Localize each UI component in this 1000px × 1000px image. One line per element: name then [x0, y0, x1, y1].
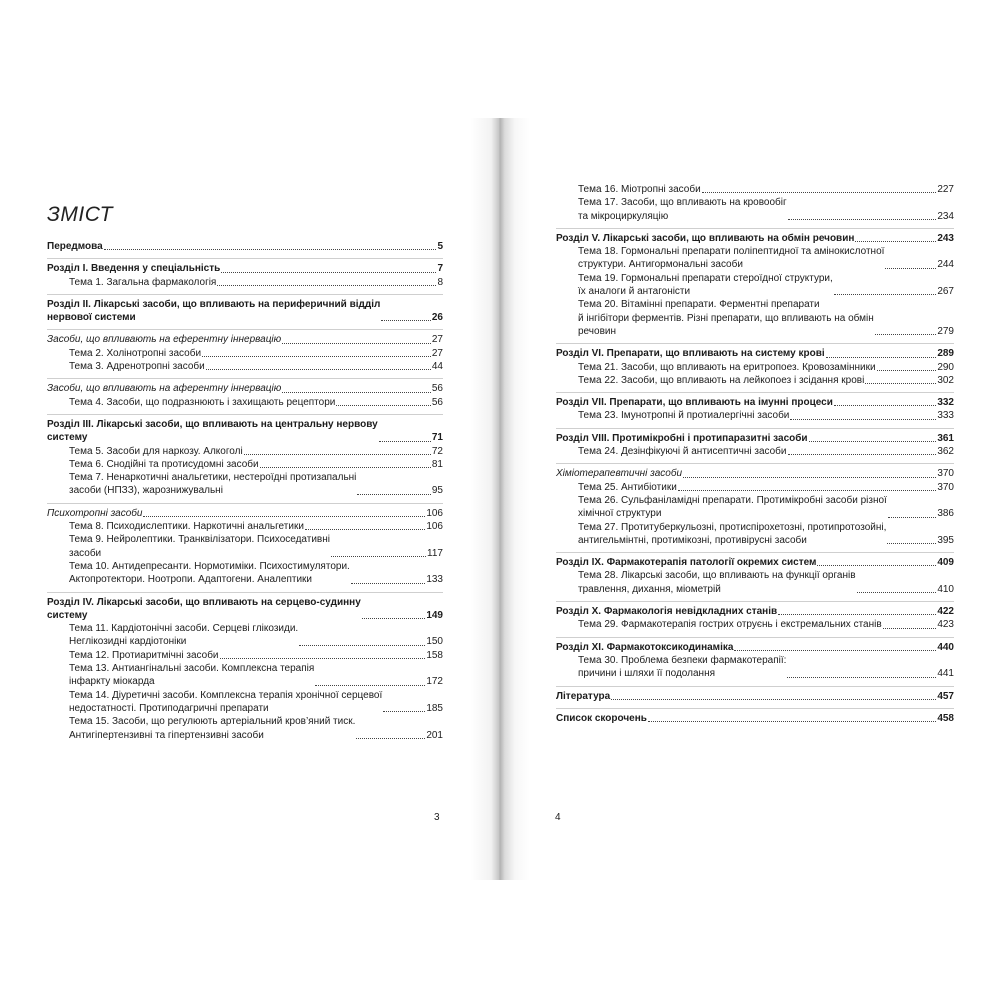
toc-entry-title: Розділ IV. Лікарські засоби, що впливають на серцево-судинну систему	[47, 596, 361, 621]
toc-entry-title: Література	[556, 690, 611, 702]
dot-leader	[299, 645, 425, 646]
toc-entry	[47, 445, 443, 458]
book-gutter-shadow	[470, 118, 530, 880]
toc-entry-title: Тема 8. Психодислептики. Наркотичні анальгетики	[69, 521, 304, 533]
toc-entry-title: Тема 15. Засоби, що регулюють артеріальний кров’яний тиск. Антигіпертензивні та гіпертензивні засоби	[69, 716, 356, 741]
toc-entry-page: 244	[937, 259, 954, 271]
toc-entry	[556, 654, 954, 681]
toc-entry	[47, 258, 443, 275]
toc-entry-title: Розділ VII. Препарати, що впливають на імунні процеси	[556, 397, 833, 409]
toc-entry-title: Тема 27. Протитуберкульозні, протиспірохетозні, протипротозойні, антигельмінтні, протимікозні, противірусні засоби	[578, 521, 887, 546]
toc-entry-title: Тема 13. Антиангінальні засоби. Комплексна терапія інфаркту міокарда	[69, 663, 315, 688]
dot-leader	[356, 738, 425, 739]
toc-entry	[47, 622, 443, 649]
toc-entry	[47, 396, 443, 409]
toc-entry-page: 72	[431, 445, 443, 457]
toc-entry-title: Тема 2. Холінотропні засоби	[69, 347, 202, 359]
dot-leader	[282, 392, 431, 393]
toc-entry	[556, 228, 954, 245]
toc-entry-page: 44	[431, 361, 443, 373]
toc-entry	[556, 618, 954, 631]
toc-entry	[47, 689, 443, 716]
dot-leader	[734, 650, 936, 651]
toc-entry-title: Тема 4. Засоби, що подразнюють і захищають рецептори	[69, 396, 336, 408]
dot-leader	[336, 405, 431, 406]
toc-entry-title: Тема 20. Вітамінні препарати. Ферментні препарати й інгібітори ферментів. Різні препарати, що впливають на обмін речовин	[578, 299, 874, 337]
toc-entry	[47, 592, 443, 623]
toc-entry-title: Тема 7. Ненаркотичні анальгетики, нестероїдні протизапальні засоби (НПЗЗ), жарознижувальні	[69, 472, 357, 497]
toc-entry-page: 234	[937, 210, 954, 222]
toc-entry-title: Тема 9. Нейролептики. Транквілізатори. Психоседативні засоби	[69, 534, 330, 559]
toc-entry	[556, 637, 954, 654]
toc-entry-page: 172	[426, 676, 443, 688]
dot-leader	[877, 370, 937, 371]
dot-leader	[857, 592, 937, 593]
dot-leader	[883, 628, 937, 629]
toc-entry-title: Тема 1. Загальна фармакологія	[69, 276, 217, 288]
toc-entry	[47, 533, 443, 560]
toc-entry-page: 149	[426, 609, 443, 621]
dot-leader	[383, 711, 425, 712]
toc-entry	[556, 445, 954, 458]
dot-leader	[217, 285, 436, 286]
toc-entry-title: Тема 21. Засоби, що впливають на еритропоез. Кровозамінники	[578, 361, 876, 373]
toc-entry-page: 395	[937, 534, 954, 546]
dot-leader	[809, 441, 937, 442]
dot-leader	[834, 405, 936, 406]
dot-leader	[648, 721, 936, 722]
toc-entry-title: Розділ II. Лікарські засоби, що впливають на периферичний відділ нервової системи	[47, 298, 381, 324]
toc-entry-page: 440	[937, 641, 954, 653]
toc-entry-page: 106	[426, 507, 443, 519]
toc-entry-page: 71	[431, 432, 443, 444]
dot-leader	[331, 556, 426, 557]
dot-leader	[788, 219, 937, 220]
toc-entry-page: 457	[937, 690, 954, 702]
dot-leader	[702, 192, 937, 193]
toc-entry-page: 333	[937, 410, 954, 422]
toc-entry-page: 158	[426, 649, 443, 661]
toc-entry-title: Розділ VIII. Протимікробні і протипаразитні засоби	[556, 432, 808, 444]
toc-entry-title: Психотропні засоби	[47, 507, 143, 519]
dot-leader	[875, 334, 937, 335]
toc-entry-title: Тема 25. Антибіотики	[578, 481, 677, 493]
toc-entry	[47, 520, 443, 533]
toc-entry-page: 106	[426, 521, 443, 533]
toc-entry	[47, 458, 443, 471]
toc-entry-title: Тема 11. Кардіотонічні засоби. Серцеві глікозиди. Неглікозидні кардіотоніки	[69, 623, 299, 648]
toc-entry	[556, 361, 954, 374]
toc-entry-title: Передмова	[47, 241, 103, 252]
toc-entry-page: 332	[937, 397, 954, 409]
left-page-number: 3	[434, 812, 440, 823]
toc-entry	[47, 347, 443, 360]
toc-entry-title: Тема 29. Фармакотерапія гострих отруєнь і екстремальних станів	[578, 619, 882, 631]
toc-entry-title: Тема 5. Засоби для наркозу. Алкоголі	[69, 445, 243, 457]
toc-entry-title: Розділ IX. Фармакотерапія патології окремих систем	[556, 557, 817, 569]
dot-leader	[315, 685, 425, 686]
dot-leader	[381, 320, 431, 321]
toc-entry-page: 441	[937, 668, 954, 680]
toc-entry	[47, 360, 443, 373]
toc-entry-title: Розділ XI. Фармакотоксикодинаміка	[556, 641, 734, 653]
toc-entry-page: 243	[937, 232, 954, 244]
dot-leader	[357, 494, 430, 495]
dot-leader	[787, 677, 936, 678]
toc-entry-page: 81	[431, 458, 443, 470]
dot-leader	[260, 467, 431, 468]
toc-entry	[47, 560, 443, 587]
dot-leader	[202, 356, 431, 357]
toc-entry	[556, 196, 954, 223]
dot-leader	[351, 583, 426, 584]
toc-entry	[556, 392, 954, 409]
toc-entry-page: 370	[937, 468, 954, 480]
toc-entry-page: 27	[431, 347, 443, 359]
toc-entry-page: 302	[937, 374, 954, 386]
toc-entry	[556, 601, 954, 618]
dot-leader	[788, 454, 937, 455]
dot-leader	[778, 614, 936, 615]
toc-entry-title: Тема 12. Протиаритмічні засоби	[69, 649, 219, 661]
toc-entry-page: 370	[937, 481, 954, 493]
toc-entry-page: 27	[431, 334, 443, 346]
toc-entry-title: Тема 30. Проблема безпеки фармакотерапії: причини і шляхи її подолання	[578, 654, 787, 680]
dot-leader	[855, 241, 936, 242]
toc-entry	[556, 428, 954, 445]
toc-entry-title: Тема 17. Засоби, що впливають на кровообіг та мікроциркуляцію	[578, 197, 787, 222]
toc-left-column	[47, 240, 443, 742]
dot-leader	[865, 383, 936, 384]
toc-entry	[556, 494, 954, 521]
toc-entry-page: 410	[937, 583, 954, 595]
toc-entry-page: 423	[937, 619, 954, 631]
toc-entry	[47, 329, 443, 346]
dot-leader	[888, 517, 936, 518]
dot-leader	[683, 477, 936, 478]
toc-entry	[556, 686, 954, 703]
toc-title: ЗМІСТ	[47, 203, 114, 226]
dot-leader	[379, 441, 431, 442]
toc-entry	[47, 414, 443, 445]
toc-entry-title: Розділ X. Фармакологія невідкладних станів	[556, 606, 778, 618]
toc-entry	[556, 481, 954, 494]
toc-entry	[47, 715, 443, 742]
toc-entry-title: Список скорочень	[556, 712, 647, 724]
dot-leader	[206, 369, 431, 370]
toc-entry	[556, 569, 954, 596]
toc-entry-page: 362	[937, 446, 954, 458]
right-page-number: 4	[555, 812, 561, 823]
toc-entry-page: 5	[437, 241, 443, 252]
toc-entry-page: 267	[937, 286, 954, 298]
toc-entry	[556, 272, 954, 299]
toc-entry-title: Засоби, що впливають на аферентну іннервацію	[47, 383, 282, 395]
toc-entry-page: 26	[431, 312, 443, 324]
toc-entry-page: 458	[937, 712, 954, 724]
toc-entry-title: Тема 19. Гормональні препарати стероїдної структури, їх аналоги й антагоністи	[578, 272, 833, 298]
toc-entry-page: 201	[426, 729, 443, 741]
toc-entry-page: 185	[426, 702, 443, 714]
toc-entry-title: Тема 14. Діуретичні засоби. Комплексна терапія хронічної серцевої недостатності. Протиподагричні препарати	[69, 689, 383, 714]
toc-entry	[47, 662, 443, 689]
toc-entry-page: 117	[427, 547, 443, 559]
toc-entry-page: 150	[426, 636, 443, 648]
toc-entry	[556, 183, 954, 196]
dot-leader	[826, 357, 937, 358]
dot-leader	[244, 454, 431, 455]
dot-leader	[887, 543, 936, 544]
toc-entry	[556, 374, 954, 387]
dot-leader	[305, 529, 425, 530]
toc-entry	[47, 276, 443, 289]
toc-entry-title: Засоби, що впливають на еферентну іннервацію	[47, 334, 282, 346]
dot-leader	[220, 658, 426, 659]
toc-entry	[556, 463, 954, 480]
toc-entry-page: 279	[937, 325, 954, 337]
toc-entry-title: Розділ III. Лікарські засоби, що впливають на центральну нервову систему	[47, 418, 378, 444]
toc-entry-title: Тема 26. Сульфаніламідні препарати. Протимікробні засоби різної хімічної структури	[578, 494, 887, 520]
toc-entry-title: Тема 16. Міотропні засоби	[578, 184, 701, 195]
toc-entry-page: 409	[937, 557, 954, 569]
toc-entry-page: 289	[937, 348, 954, 360]
toc-entry-title: Хіміотерапевтичні засоби	[556, 468, 683, 480]
dot-leader	[817, 565, 936, 566]
dot-leader	[282, 343, 431, 344]
toc-entry-page: 56	[431, 396, 443, 408]
toc-entry	[47, 503, 443, 520]
toc-entry-page: 7	[437, 263, 443, 275]
toc-entry-title: Тема 22. Засоби, що впливають на лейкопоез і зсідання крові	[578, 374, 865, 386]
toc-entry-page: 361	[937, 432, 954, 444]
toc-entry-page: 56	[431, 383, 443, 395]
dot-leader	[790, 419, 936, 420]
dot-leader	[678, 490, 937, 491]
dot-leader	[362, 618, 426, 619]
toc-entry-title: Тема 28. Лікарські засоби, що впливають на функції органів травлення, дихання, міометрій	[578, 570, 856, 595]
dot-leader	[834, 294, 937, 295]
toc-entry	[556, 298, 954, 338]
toc-entry-page: 227	[937, 184, 954, 195]
toc-entry-title: Тема 24. Дезінфікуючі й антисептичні засоби	[578, 446, 787, 458]
dot-leader	[221, 272, 436, 273]
toc-entry	[556, 708, 954, 725]
dot-leader	[611, 699, 936, 700]
toc-entry-title: Тема 6. Снодійні та протисудомні засоби	[69, 458, 259, 470]
toc-entry-page: 8	[437, 276, 443, 288]
dot-leader	[104, 249, 437, 250]
toc-entry-title: Розділ V. Лікарські засоби, що впливають на обмін речовин	[556, 232, 855, 244]
toc-entry	[556, 343, 954, 360]
toc-entry	[47, 649, 443, 662]
toc-entry	[47, 240, 443, 253]
toc-entry-title: Тема 10. Антидепресанти. Нормотиміки. Психостимулятори. Актопротектори. Ноотропи. Адаптогени. Аналептики	[69, 560, 350, 586]
toc-entry-page: 386	[937, 508, 954, 520]
toc-right-column	[556, 183, 954, 725]
toc-entry	[556, 245, 954, 272]
toc-entry-title: Розділ VI. Препарати, що впливають на систему крові	[556, 348, 825, 360]
toc-entry-page: 422	[937, 606, 954, 618]
toc-entry	[47, 471, 443, 498]
toc-entry-title: Розділ I. Введення у спеціальність	[47, 263, 221, 275]
dot-leader	[885, 268, 936, 269]
toc-entry	[47, 294, 443, 325]
dot-leader	[143, 516, 425, 517]
toc-entry-title: Тема 18. Гормональні препарати поліпептидної та амінокислотної структури. Антигормональні засоби	[578, 246, 885, 271]
toc-entry	[556, 552, 954, 569]
toc-entry	[556, 409, 954, 422]
toc-entry-page: 133	[426, 574, 443, 586]
toc-entry	[47, 378, 443, 395]
toc-entry-title: Тема 3. Адренотропні засоби	[69, 361, 205, 373]
toc-entry-title: Тема 23. Імунотропні й протиалергічні засоби	[578, 410, 790, 422]
toc-entry-page: 95	[431, 485, 443, 497]
toc-entry-page: 290	[937, 361, 954, 373]
toc-entry	[556, 521, 954, 548]
